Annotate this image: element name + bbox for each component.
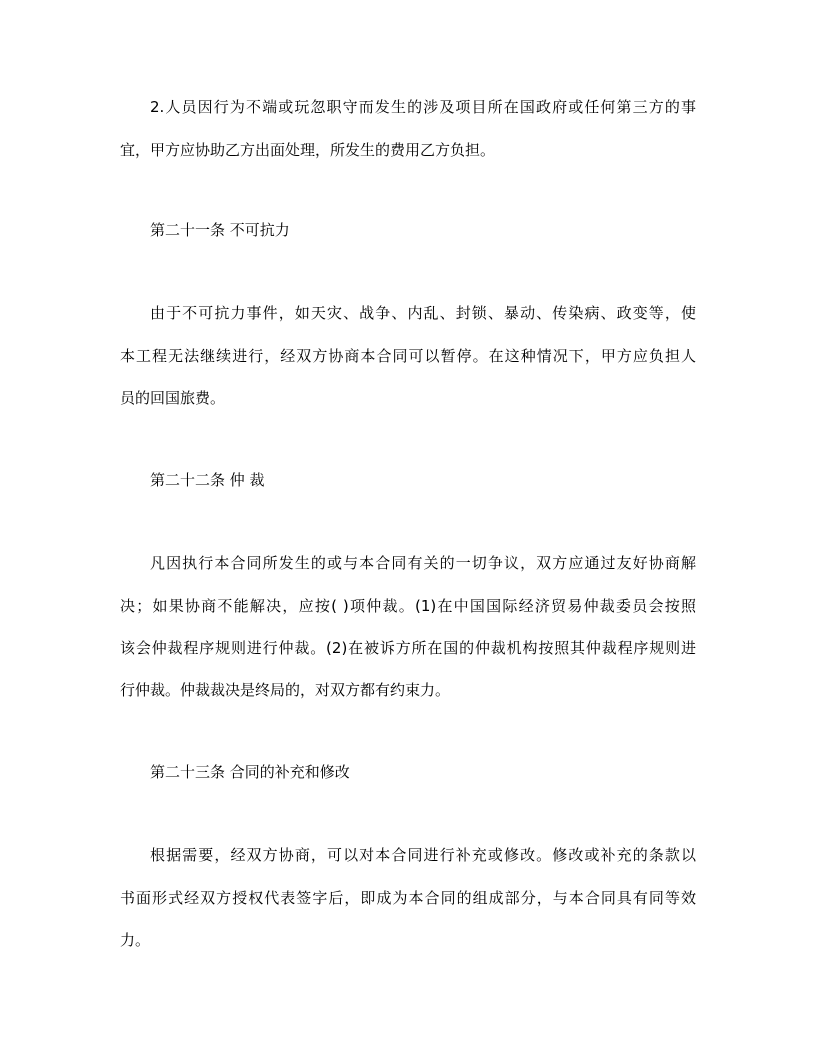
paragraph-line: 力。	[120, 931, 151, 949]
paragraph-line: 由于不可抗力事件，如天灾、战争、内乱、封锁、暴动、传染病、政变等，使	[150, 304, 696, 322]
paragraph-line: 本工程无法继续进行，经双方协商本合同可以暂停。在这种情况下，甲方应负担人	[120, 347, 696, 365]
paragraph-line: 宜，甲方应协助乙方出面处理，所发生的费用乙方负担。	[120, 141, 496, 159]
paragraph-line: 行仲裁。仲裁裁决是终局的，对双方都有约束力。	[120, 681, 451, 699]
paragraph-line: 决；如果协商不能解决，应按( )项仲裁。(1)在中国国际经济贸易仲裁委员会按照	[120, 597, 696, 615]
article-heading: 第二十三条 合同的补充和修改	[150, 763, 350, 781]
paragraph-line: 凡因执行本合同所发生的或与本合同有关的一切争议，双方应通过友好协商解	[150, 554, 696, 572]
article-heading: 第二十一条 不可抗力	[150, 221, 290, 239]
paragraph-line: 根据需要，经双方协商，可以对本合同进行补充或修改。修改或补充的条款以	[150, 846, 696, 864]
article-heading: 第二十二条 仲 裁	[150, 471, 265, 489]
paragraph-line: 2.人员因行为不端或玩忽职守而发生的涉及项目所在国政府或任何第三方的事	[150, 98, 696, 116]
paragraph-line: 书面形式经双方授权代表签字后，即成为本合同的组成部分，与本合同具有同等效	[120, 889, 696, 907]
paragraph-line: 该会仲裁程序规则进行仲裁。(2)在被诉方所在国的仲裁机构按照其仲裁程序规则进	[120, 639, 696, 657]
paragraph-line: 员的回国旅费。	[120, 389, 226, 407]
